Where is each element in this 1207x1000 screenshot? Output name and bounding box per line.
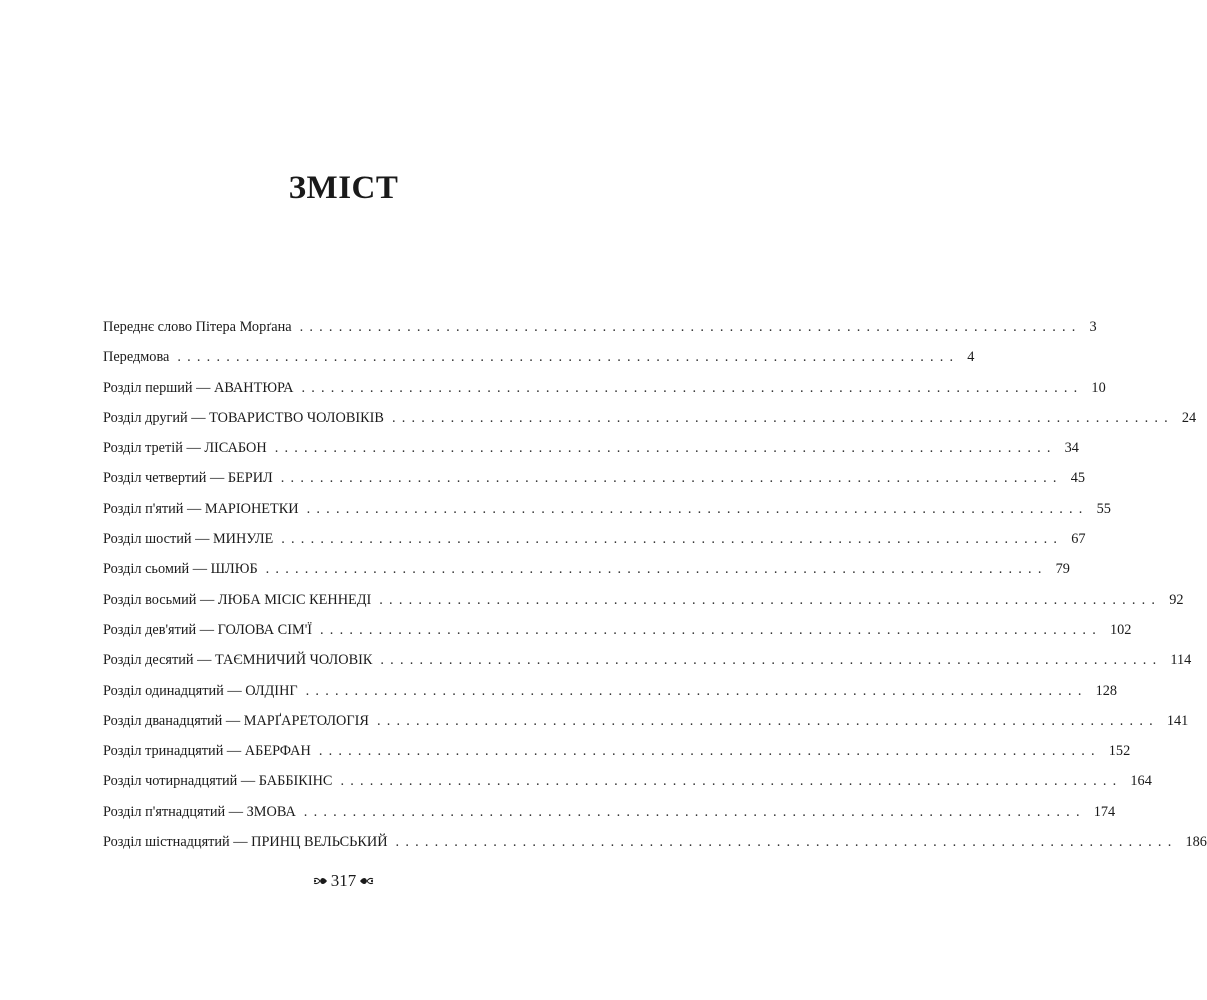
toc-entry-page: 114 (1170, 652, 1192, 669)
toc-entry-title: Розділ дванадцятий — МАРҐАРЕТОЛОГІЯ (103, 712, 369, 729)
toc-entry-page: 3 (1089, 319, 1097, 335)
toc-dot-leader: ................................................................................ (320, 621, 1102, 638)
toc-entry (103, 585, 1184, 615)
toc-dot-leader: ................................................................................ (376, 712, 1159, 729)
toc-entry-page: 10 (1091, 379, 1106, 396)
toc-entry-title: Розділ десятий — ТАЄМНИЧИЙ ЧОЛОВІК (103, 652, 373, 669)
toc-dot-leader: ................................................................................ (265, 561, 1048, 578)
toc-entry (103, 615, 1132, 645)
toc-dot-leader: ................................................................................ (301, 379, 1084, 396)
toc-entry (103, 797, 1116, 827)
toc-entry (103, 403, 1197, 433)
toc-entry (103, 494, 1111, 524)
toc-entry-page: 79 (1055, 561, 1070, 578)
toc-entry-page: 55 (1096, 500, 1111, 517)
page-number-text: 317 (330, 871, 357, 890)
toc-dot-leader: ................................................................................ (340, 773, 1123, 790)
toc-dot-leader: ................................................................................ (303, 803, 1086, 820)
toc-entry (103, 342, 975, 372)
toc-entry (103, 766, 1152, 796)
toc-entry (103, 554, 1070, 584)
page-number (0, 871, 687, 891)
toc-entry-title: Переднє слово Пітера Морґана (103, 319, 292, 335)
toc-entry-page: 92 (1169, 591, 1184, 608)
toc-entry-title: Розділ п'ятнадцятий — ЗМОВА (103, 803, 296, 820)
toc-entry-page: 45 (1070, 470, 1085, 487)
toc-entry (103, 312, 1097, 342)
toc-dot-leader: ................................................................................ (281, 531, 1064, 548)
toc-entry-title: Розділ другий — ТОВАРИСТВО ЧОЛОВІКІВ (103, 409, 384, 426)
toc-entry (103, 524, 1086, 554)
toc-dot-leader: ................................................................................ (395, 834, 1178, 851)
toc-entry-title: Розділ шостий — МИНУЛЕ (103, 531, 274, 548)
toc-entry-title: Розділ чотирнадцятий — БАББІКІНС (103, 773, 333, 790)
toc-entry-title: Розділ третій — ЛІСАБОН (103, 440, 267, 457)
toc-dot-leader: ................................................................................ (380, 652, 1163, 669)
toc-dot-leader: ................................................................................ (306, 500, 1089, 517)
toc-entry-title: Розділ одинадцятий — ОЛДІНГ (103, 682, 298, 699)
toc-dot-leader: ................................................................................ (177, 349, 960, 366)
toc-entry (103, 827, 1207, 857)
toc-entry-page: 186 (1185, 834, 1207, 851)
toc-entry-title: Розділ сьомий — ШЛЮБ (103, 561, 258, 578)
ornament-right-icon (359, 875, 374, 887)
toc-entry-page: 24 (1181, 409, 1197, 426)
toc-entry-title: Розділ восьмий — ЛЮБА МІСІС КЕННЕДІ (103, 591, 372, 608)
table-of-contents (103, 312, 1207, 857)
toc-entry-page: 152 (1108, 743, 1131, 760)
toc-dot-leader: ................................................................................ (305, 682, 1088, 699)
toc-entry (103, 706, 1189, 736)
toc-entry-page: 164 (1130, 773, 1152, 790)
toc-entry-page: 141 (1166, 712, 1189, 729)
toc-dot-leader: ................................................................................ (299, 319, 1082, 335)
toc-entry-title: Розділ п'ятий — МАРІОНЕТКИ (103, 500, 299, 517)
toc-dot-leader: ................................................................................ (391, 409, 1174, 426)
toc-entry-page: 4 (967, 349, 975, 366)
toc-entry (103, 433, 1079, 463)
toc-entry-title: Розділ тринадцятий — АБЕРФАН (103, 743, 311, 760)
toc-dot-leader: ................................................................................ (318, 743, 1101, 760)
ornament-left-icon (313, 875, 328, 887)
toc-entry-page: 67 (1071, 531, 1086, 548)
toc-dot-leader: ................................................................................ (379, 591, 1162, 608)
toc-entry (103, 645, 1192, 675)
toc-entry-title: Розділ шістнадцятий — ПРИНЦ ВЕЛЬСЬКИЙ (103, 834, 388, 851)
toc-entry-page: 102 (1109, 621, 1132, 638)
toc-dot-leader: ................................................................................ (280, 470, 1063, 487)
toc-entry-title: Розділ перший — АВАНТЮРА (103, 379, 294, 396)
toc-entry-title: Розділ дев'ятий — ГОЛОВА СІМ'Ї (103, 621, 313, 638)
toc-entry-page: 34 (1064, 440, 1079, 457)
toc-dot-leader: ................................................................................ (274, 440, 1057, 457)
toc-entry (103, 736, 1131, 766)
page-title: ЗМІСТ (288, 170, 399, 206)
toc-entry (103, 463, 1085, 493)
toc-entry (103, 676, 1118, 706)
toc-entry-title: Розділ четвертий — БЕРИЛ (103, 470, 273, 487)
toc-entry-title: Передмова (103, 349, 170, 366)
toc-entry-page: 174 (1093, 803, 1116, 820)
toc-entry (103, 373, 1106, 403)
toc-entry-page: 128 (1095, 682, 1118, 699)
